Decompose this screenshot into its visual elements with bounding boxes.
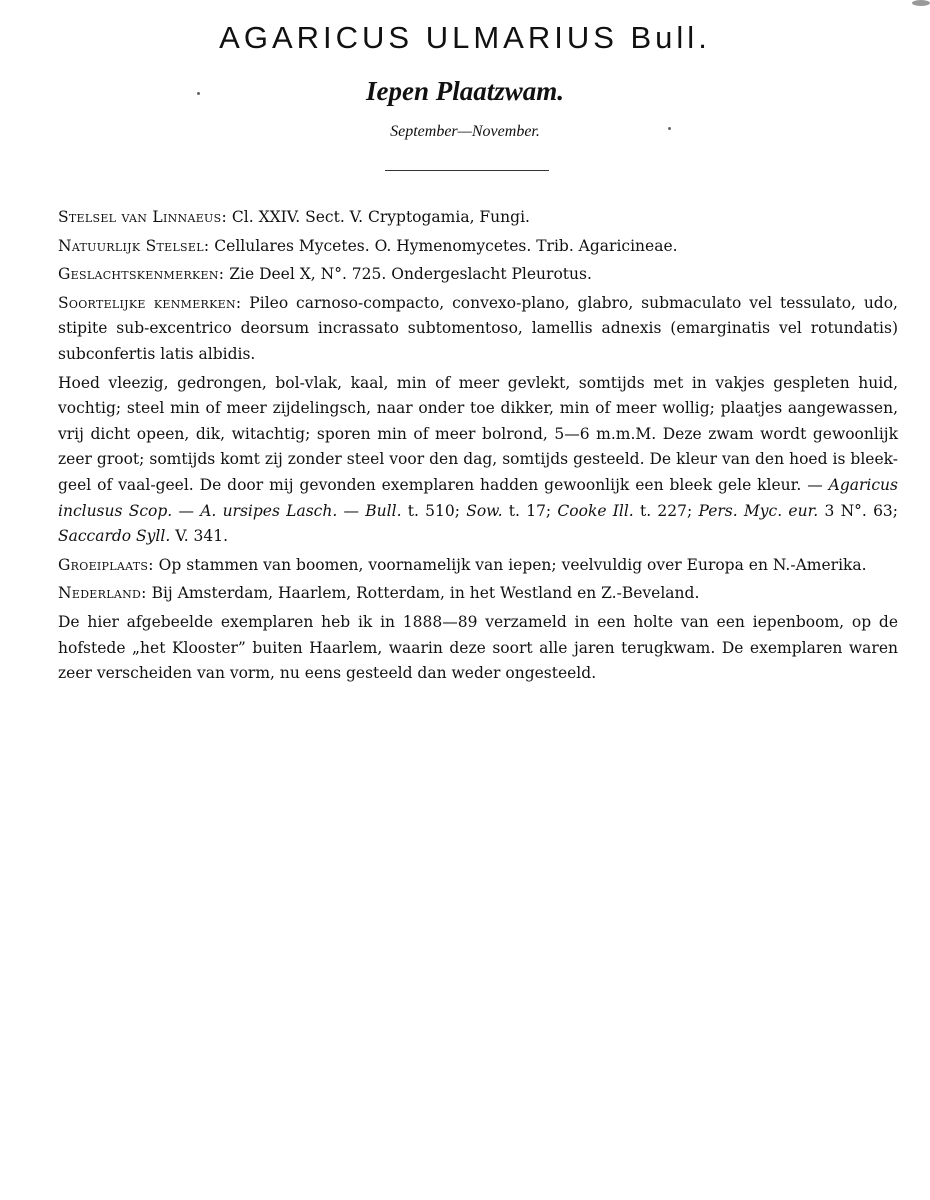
netherlands-label: Nederland: — [58, 584, 147, 603]
collection-note-paragraph — [58, 610, 898, 687]
genus-characters-text: Zie Deel X, N°. 725. Ondergeslacht Pleurotus. — [224, 265, 592, 284]
speck-mark — [668, 127, 671, 130]
description-body — [58, 205, 898, 690]
ref-plain-0: — — [172, 501, 201, 520]
linnaeus-text: Cl. XXIV. Sect. V. Cryptogamia, Fungi. — [226, 208, 530, 226]
species-title: AGARICUS ULMARIUS Bull. — [219, 20, 711, 55]
species-characters-paragraph — [58, 291, 898, 368]
natural-system-label: Natuurlijk Stelsel: — [58, 236, 210, 255]
genus-characters-paragraph — [58, 262, 898, 288]
habitat-text: Op stammen van boomen, voornamelijk van iepen; veelvuldig over Europa en N.-Amerika. — [153, 555, 867, 574]
ref-plain-6: V. 341. — [170, 527, 229, 546]
title-divider — [385, 170, 549, 171]
ref-plain-4: t. 227; — [633, 501, 699, 520]
description-paragraph — [58, 371, 898, 550]
genus-characters-label: Geslachtskenmerken: — [58, 265, 225, 284]
habitat-label: Groeiplaats: — [58, 555, 154, 574]
collection-note-text: De hier afgebeelde exemplaren heb ik in 1888—89 verzameld in een holte van een iepenboom, op de hofstede „het Klooster” buiten Haarlem, waarin deze soort alle jaren terugkwam. De exemplaren waren zeer verscheiden van vorm, nu eens gesteeld dan weder ongesteeld. — [58, 612, 898, 683]
season-range: September—November. — [390, 123, 540, 140]
ref-italic-6: Saccardo Syll. — [58, 527, 171, 546]
linnaeus-label: Stelsel van Linnaeus: — [58, 208, 227, 226]
ref-italic-1: A. ursipes Lasch. — [200, 501, 338, 520]
ref-italic-5: Pers. Myc. eur. — [698, 501, 819, 520]
species-characters-text: Pileo carnoso-compacto, convexo-plano, glabro, submaculato vel tessulato, udo, stipite sub-excentrico deorsum incrassato subtomentoso, lamellis adnexis (emarginatis vel rotundatis) subconfertis latis albidis. — [58, 293, 898, 363]
linnaeus-system-paragraph — [58, 205, 898, 231]
ref-italic-2: Bull. — [365, 501, 402, 520]
natural-system-paragraph — [58, 234, 898, 260]
netherlands-paragraph — [58, 581, 898, 607]
ref-plain-3: t. 17; — [502, 501, 558, 520]
ref-plain-1: — — [337, 501, 366, 520]
description-text: Hoed vleezig, gedrongen, bol-vlak, kaal, min of meer gevlekt, somtijds met in vakjes gespleten huid, vochtig; steel min of meer zijdelingsch, naar onder toe dikker, min of meer wollig; plaatjes aangewassen, vrij dicht opeen, dik, witachtig; sporen min of meer bolrond, 5—6 m.m.M. Deze zwam wordt gewoonlijk zeer groot; somtijds komt zij zonder steel voor den dag, somtijds gesteeld. De kleur van den hoed is bleek-geel of vaal-geel. De door mij gevonden exemplaren hadden gewoonlijk een bleek gele kleur. — — [58, 373, 898, 494]
species-characters-label: Soortelijke kenmerken: — [58, 293, 242, 312]
ref-plain-5: 3 N°. 63; — [818, 501, 899, 520]
corner-smudge — [912, 0, 930, 6]
ref-italic-4: Cooke Ill. — [557, 501, 634, 520]
ref-italic-0: Agaricus inclusus Scop. — [58, 475, 898, 520]
habitat-paragraph — [58, 553, 898, 579]
speck-mark — [197, 92, 200, 95]
common-name: Iepen Plaatzwam. — [365, 76, 564, 106]
ref-italic-3: Sow. — [466, 501, 503, 520]
netherlands-text: Bij Amsterdam, Haarlem, Rotterdam, in het Westland en Z.-Beveland. — [146, 584, 700, 603]
natural-system-text: Cellulares Mycetes. O. Hymenomycetes. Trib. Agaricineae. — [209, 236, 678, 255]
ref-plain-2: t. 510; — [401, 501, 467, 520]
